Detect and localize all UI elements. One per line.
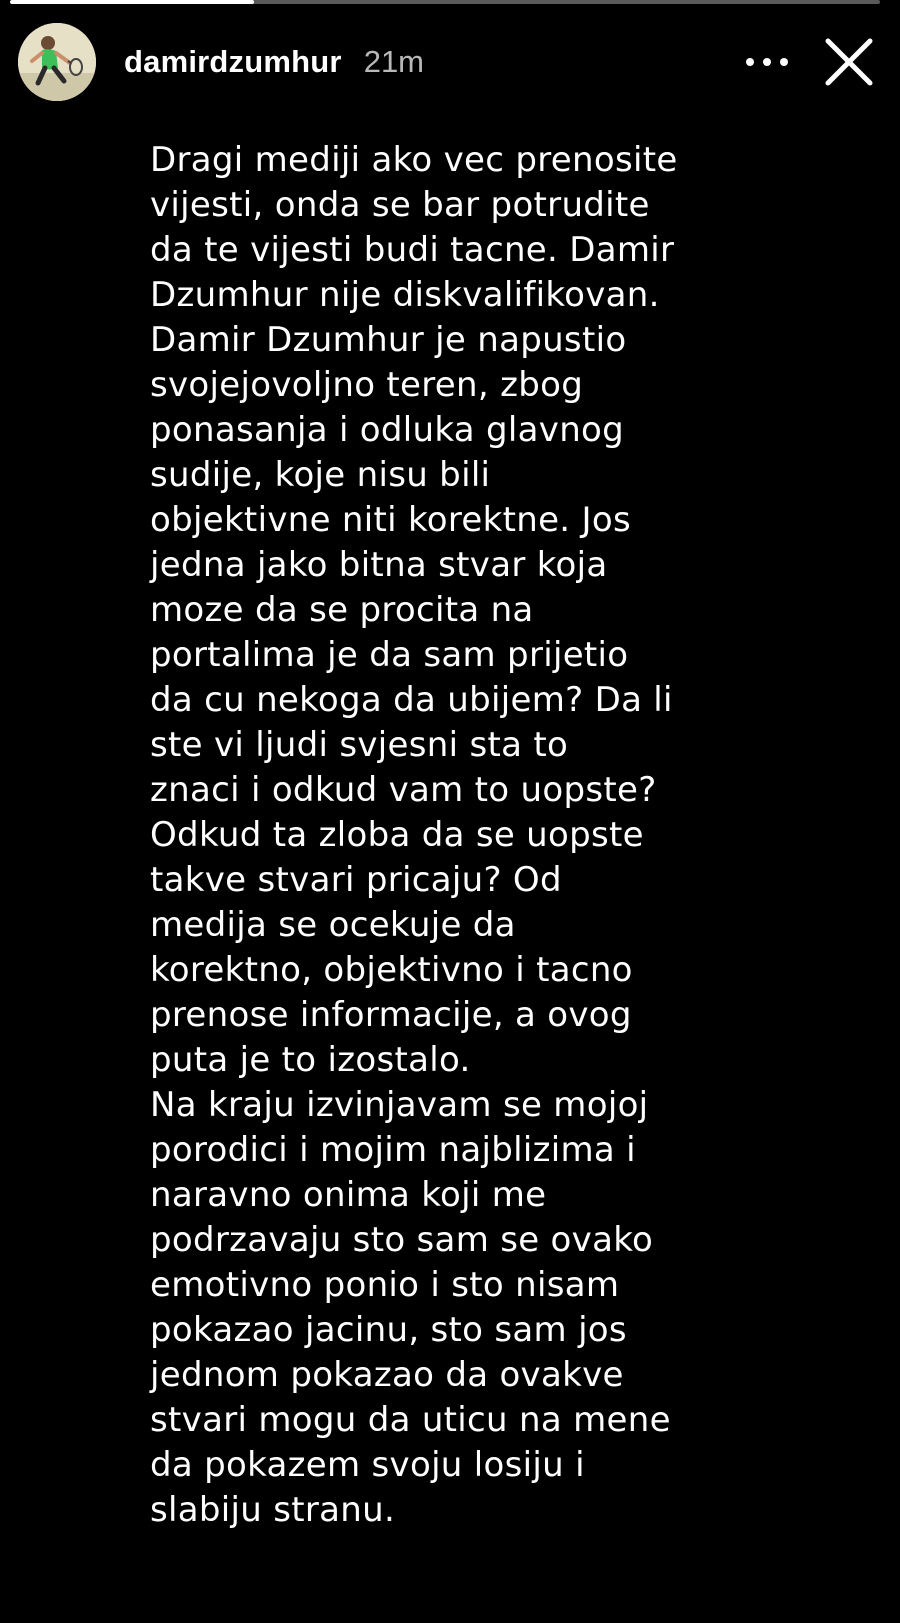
more-options-icon[interactable] bbox=[742, 42, 792, 82]
story-header bbox=[18, 22, 880, 102]
story-progress-fill bbox=[10, 0, 254, 4]
story-text: Dragi mediji ako vec prenosite vijesti, onda se bar potrudite da te vijesti budi tacne. Damir Dzumhur nije diskvalifikovan. Damir Dzumhur je napustio svojejovoljno teren, zbog ponasanja i odluka glavnog sudije, koje nisu bili objektivne niti korektne. Jos jedna jako bitna stvar koja moze da se procita na portalima je da sam prijetio da cu nekoga da ubijem? Da li ste vi ljudi svjesni sta to znaci i odkud vam to uopste? Odkud ta zloba da se uopste takve stvari pricaju? Od medija se ocekuje da korektno, objektivno i tacno prenose informacije, a ovog puta je to izostalo. Na kraju izvinjavam se mojoj porodici i mojim najblizima i naravno onima koji me podrzavaju sto sam se ovako emotivno ponio i sto nisam pokazao jacinu, sto sam jos jednom pokazao da ovakve stvari mogu da uticu na mene da pokazem svoju losiju i slabiju stranu. bbox=[150, 140, 678, 1530]
story-progress-bar bbox=[10, 0, 880, 4]
close-icon[interactable] bbox=[818, 31, 880, 93]
story-timestamp: 21m bbox=[363, 44, 425, 79]
avatar[interactable] bbox=[18, 23, 96, 101]
avatar-tennis-player-icon bbox=[18, 23, 96, 101]
username[interactable]: damirdzumhur bbox=[124, 44, 342, 79]
